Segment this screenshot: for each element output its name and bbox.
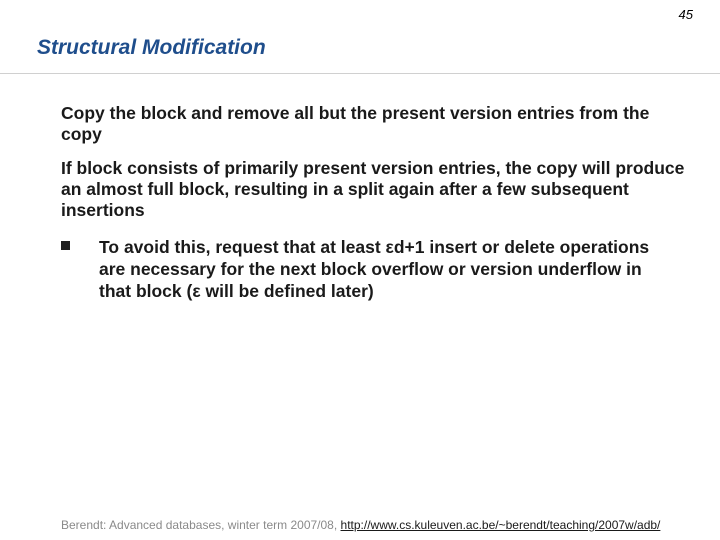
bullet-item	[61, 236, 661, 302]
paragraph-present-version: If block consists of primarily present version entries, the copy will produce an almost full block, resulting in a split again after a few subsequent insertions	[61, 158, 685, 220]
bullet-text: To avoid this, request that at least εd+1 insert or delete operations are necessary for the next block overflow or version underflow in that block (ε will be defined later)	[99, 237, 650, 301]
footer-text: Berendt: Advanced databases, winter term 2007/08,	[61, 518, 341, 532]
title-divider	[0, 73, 720, 74]
paragraph-copy-block: Copy the block and remove all but the present version entries from the copy	[61, 103, 650, 144]
square-bullet-icon	[61, 241, 70, 250]
slide-number: 45	[678, 7, 693, 22]
footer-link[interactable]: http://www.cs.kuleuven.ac.be/~berendt/teaching/2007w/adb/	[340, 518, 661, 532]
footer	[61, 518, 711, 532]
slide-title: Structural Modification	[37, 36, 266, 59]
